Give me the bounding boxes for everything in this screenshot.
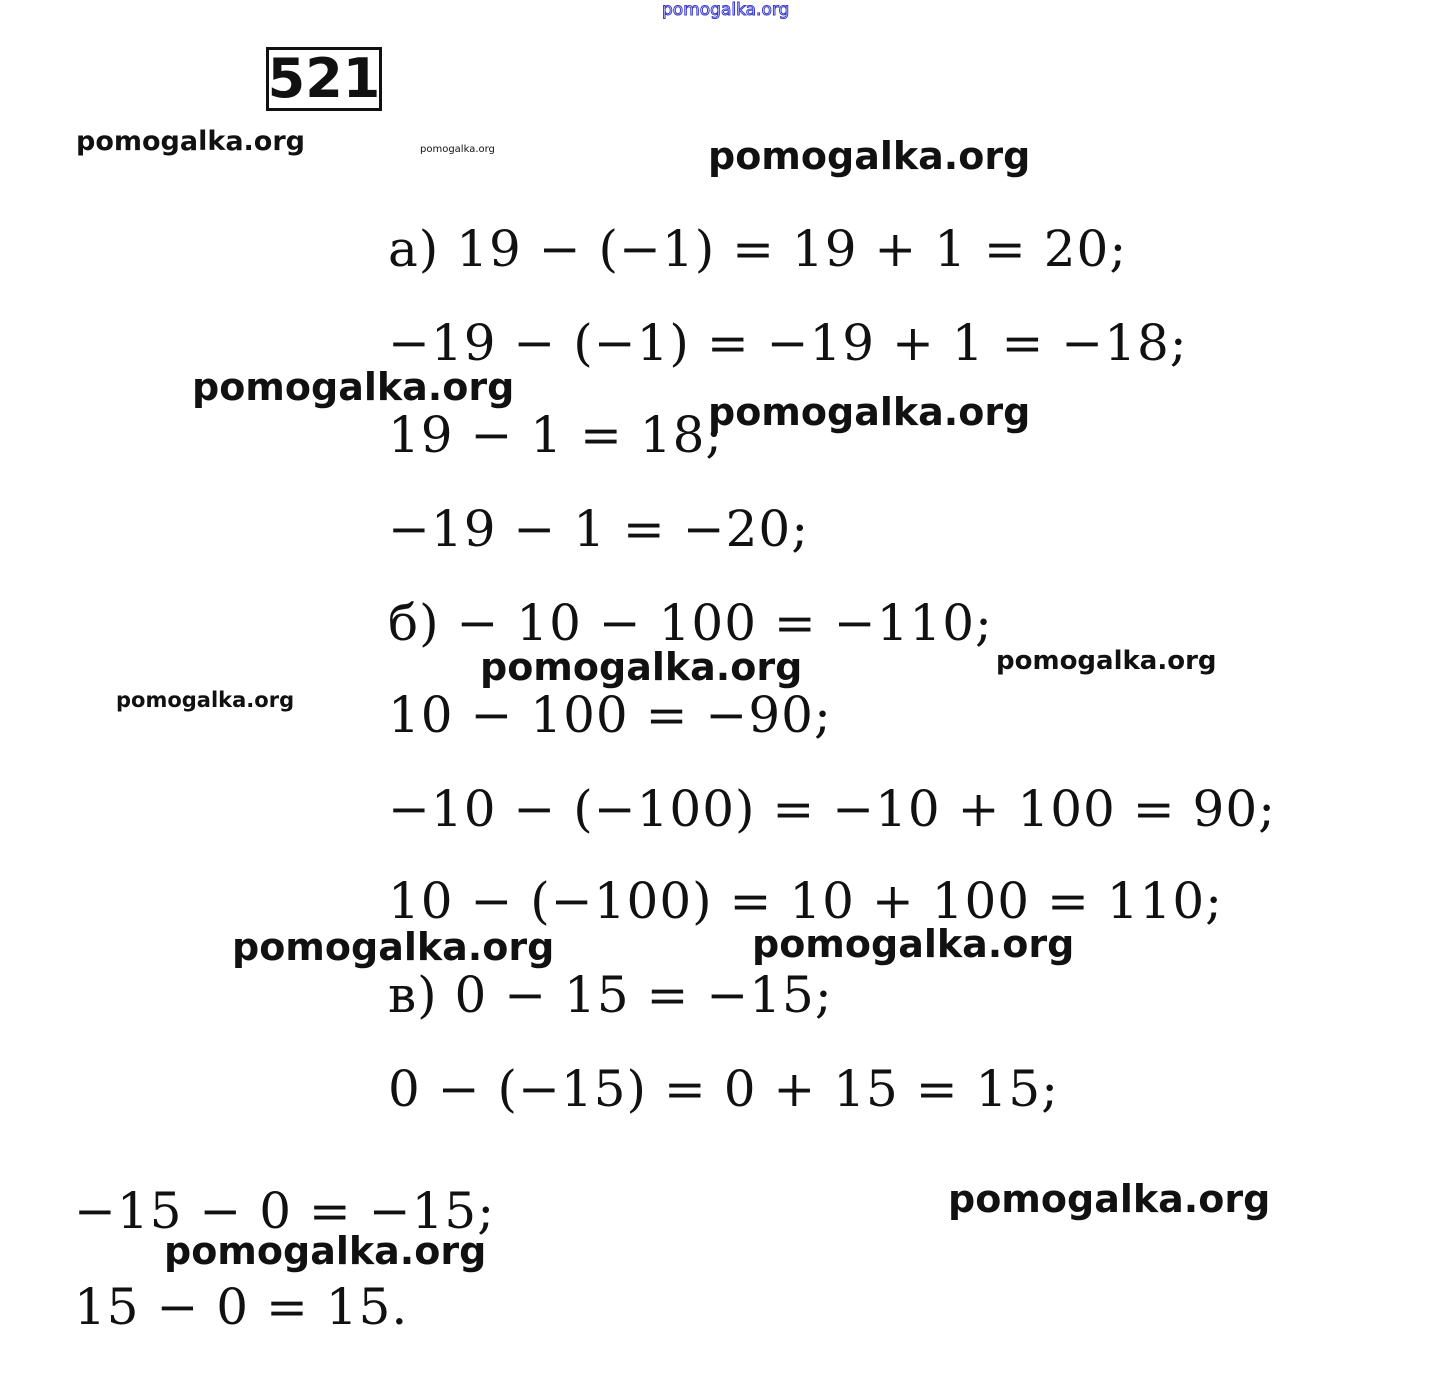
- watermark: pomogalka.org: [164, 1229, 487, 1273]
- watermark: pomogalka.org: [948, 1177, 1271, 1221]
- watermark: pomogalka.org: [708, 134, 1031, 178]
- equation-a-4: −19 − 1 = −20;: [388, 500, 810, 558]
- equation-b-3: −10 − (−100) = −10 + 100 = 90;: [388, 780, 1277, 838]
- watermark: pomogalka.org: [76, 126, 305, 157]
- watermark: pomogalka.org: [480, 645, 803, 689]
- watermark: pomogalka.org: [232, 925, 555, 969]
- watermark-small: pomogalka.org: [420, 144, 495, 155]
- watermark: pomogalka.org: [192, 365, 515, 409]
- watermark: pomogalka.org: [996, 646, 1217, 676]
- watermark: pomogalka.org: [752, 922, 1075, 966]
- equation-c-2: 0 − (−15) = 0 + 15 = 15;: [388, 1060, 1059, 1118]
- equation-a-2: −19 − (−1) = −19 + 1 = −18;: [388, 314, 1188, 372]
- watermark: pomogalka.org: [708, 390, 1031, 434]
- watermark: pomogalka.org: [116, 688, 295, 712]
- equation-c-1: в) 0 − 15 = −15;: [388, 966, 833, 1024]
- equation-c-4: 15 − 0 = 15.: [74, 1278, 409, 1336]
- equation-c-3: −15 − 0 = −15;: [74, 1182, 496, 1240]
- equation-a-3: 19 − 1 = 18;: [388, 406, 724, 464]
- equation-b-4: 10 − (−100) = 10 + 100 = 110;: [388, 872, 1224, 930]
- equation-b-1: б) − 10 − 100 = −110;: [388, 594, 993, 652]
- watermark-top: pomogalka.org: [662, 0, 790, 20]
- equation-a-1: а) 19 − (−1) = 19 + 1 = 20;: [388, 220, 1128, 278]
- equation-b-2: 10 − 100 = −90;: [388, 686, 832, 744]
- problem-number: 521: [267, 47, 381, 110]
